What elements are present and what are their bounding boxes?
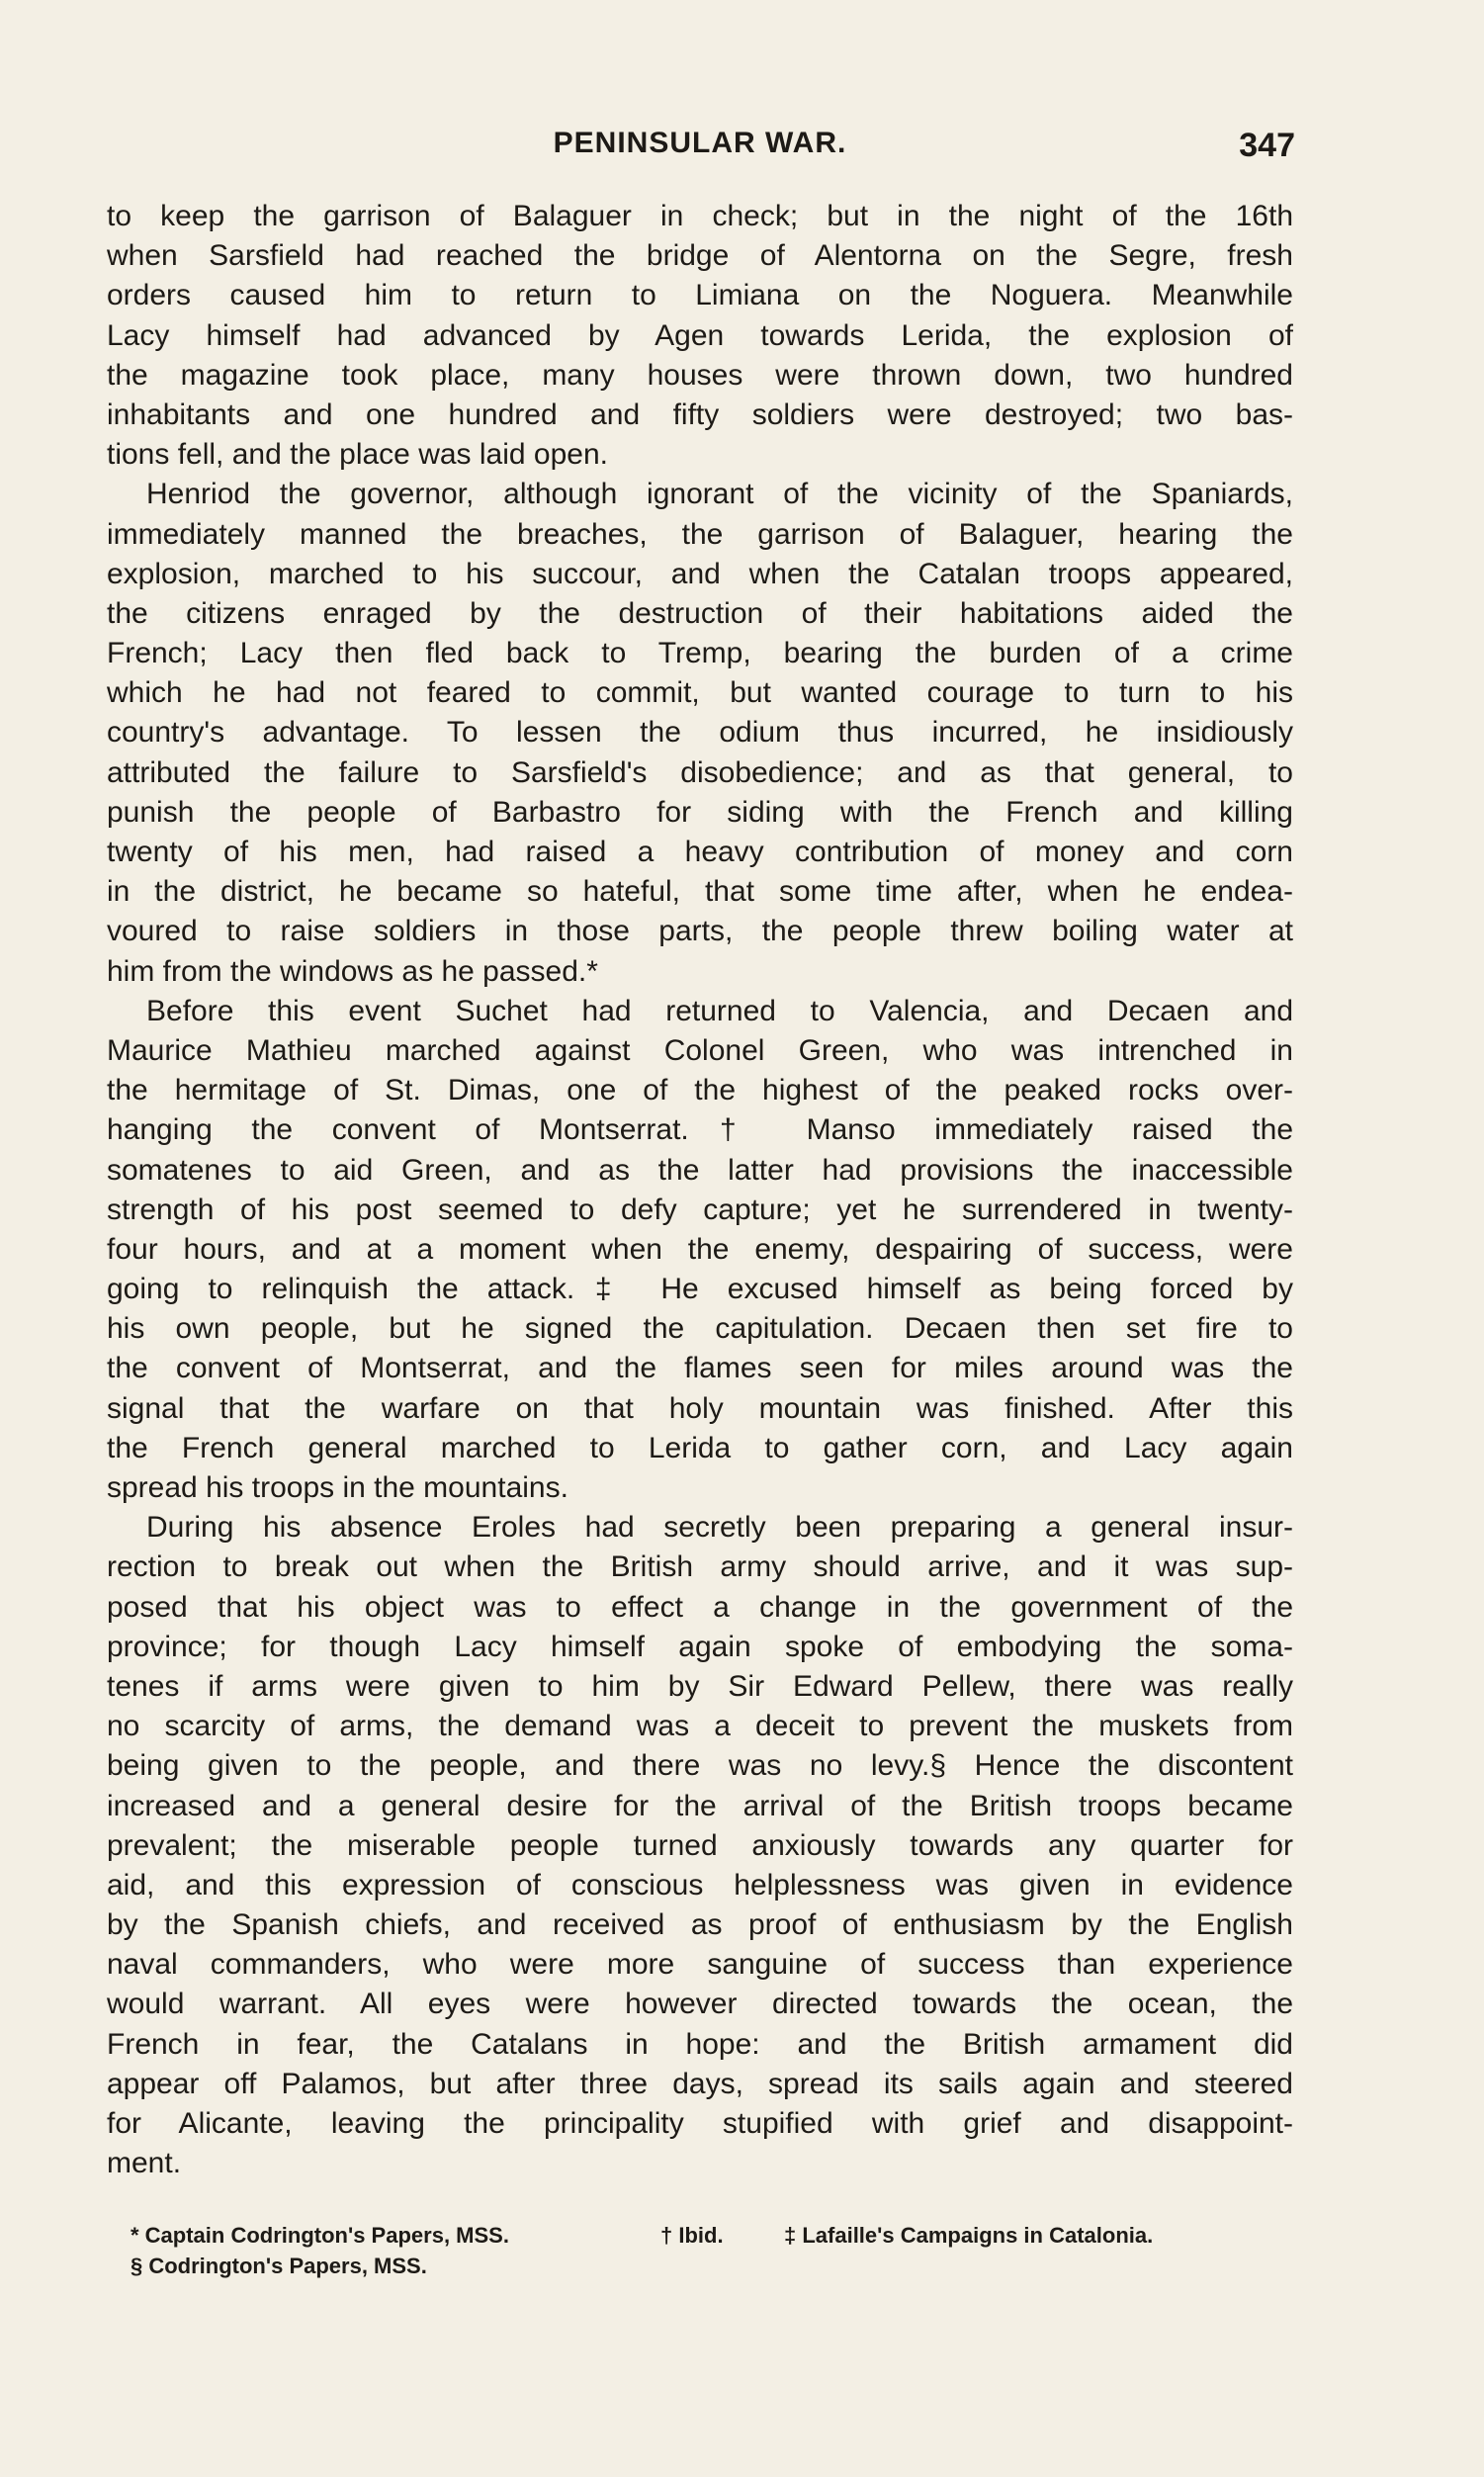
text-line: ment. <box>107 2147 182 2180</box>
footnote: ‡ Lafaille's Campaigns in Catalonia. <box>784 2223 1154 2248</box>
text-line: would warrant. All eyes were however directed towards the ocean, the <box>107 1988 1293 2021</box>
text-line: no scarcity of arms, the demand was a deceit to prevent the muskets from <box>107 1710 1293 1743</box>
text-line: hanging the convent of Montserrat.† Manso immediately raised the <box>107 1113 1293 1147</box>
text-line: French in fear, the Catalans in hope: and the British armament did <box>107 2027 1293 2061</box>
text-line: somatenes to aid Green, and as the latter had provisions the inaccessible <box>107 1153 1293 1187</box>
text-line: going to relinquish the attack.‡ He excused himself as being forced by <box>107 1273 1293 1306</box>
text-line: French; Lacy then fled back to Tremp, bearing the burden of a crime <box>107 637 1293 670</box>
paragraph-start-line: Henriod the governor, although ignorant of the vicinity of the Spaniards, <box>146 478 1293 511</box>
page-header <box>107 127 1293 176</box>
text-line: when Sarsfield had reached the bridge of Alentorna on the Segre, fresh <box>107 239 1293 273</box>
text-line: his own people, but he signed the capitulation. Decaen then set fire to <box>107 1312 1293 1346</box>
footnote: * Captain Codrington's Papers, MSS. <box>131 2223 509 2248</box>
text-line: for Alicante, leaving the principality stupified with grief and disappoint- <box>107 2107 1293 2140</box>
text-line: aid, and this expression of conscious helplessness was given in evidence <box>107 1868 1293 1902</box>
text-line: signal that the warfare on that holy mountain was finished. After this <box>107 1391 1293 1425</box>
text-line: the French general marched to Lerida to gather corn, and Lacy again <box>107 1431 1293 1464</box>
text-line: the magazine took place, many houses were thrown down, two hundred <box>107 358 1293 392</box>
text-line: increased and a general desire for the arrival of the British troops became <box>107 1789 1293 1822</box>
text-line: country's advantage. To lessen the odium thus incurred, he insidiously <box>107 716 1293 750</box>
text-line: to keep the garrison of Balaguer in check; but in the night of the 16th <box>107 200 1293 232</box>
text-line: spread his troops in the mountains. <box>107 1471 568 1504</box>
text-line: the hermitage of St. Dimas, one of the highest of the peaked rocks over- <box>107 1074 1293 1107</box>
paragraph-start-line: Before this event Suchet had returned to Valencia, and Decaen and <box>146 994 1293 1027</box>
text-line: which he had not feared to commit, but wanted courage to turn to his <box>107 676 1293 710</box>
paragraph-start-line: During his absence Eroles had secretly been preparing a general insur- <box>146 1511 1293 1545</box>
text-line: Maurice Mathieu marched against Colonel Green, who was intrenched in <box>107 1033 1293 1067</box>
text-line: immediately manned the breaches, the garrison of Balaguer, hearing the <box>107 517 1293 551</box>
footnote: § Codrington's Papers, MSS. <box>131 2254 427 2278</box>
footnote-row <box>107 2220 1293 2251</box>
text-line: four hours, and at a moment when the enemy, despairing of success, were <box>107 1232 1293 1266</box>
text-line: tenes if arms were given to him by Sir Edward Pellew, there was really <box>107 1669 1293 1703</box>
text-line: explosion, marched to his succour, and when the Catalan troops appeared, <box>107 557 1293 590</box>
text-line: naval commanders, who were more sanguine of success than experience <box>107 1948 1293 1982</box>
text-line: in the district, he became so hateful, that some time after, when he endea- <box>107 875 1293 909</box>
text-line: attributed the failure to Sarsfield's disobedience; and as that general, to <box>107 755 1293 789</box>
text-line: appear off Palamos, but after three days, spread its sails again and steered <box>107 2067 1293 2100</box>
text-line: rection to break out when the British army should arrive, and it was sup- <box>107 1550 1293 1584</box>
page-number: 347 <box>1239 127 1295 164</box>
body-text <box>107 197 1293 2183</box>
text-line: punish the people of Barbastro for siding with the French and killing <box>107 795 1293 829</box>
text-line: strength of his post seemed to defy capture; yet he surrendered in twenty- <box>107 1193 1293 1226</box>
text-line: prevalent; the miserable people turned anxiously towards any quarter for <box>107 1828 1293 1862</box>
footnotes <box>107 2220 1293 2281</box>
running-title: PENINSULAR WAR. <box>553 127 847 159</box>
text-line: being given to the people, and there was no levy.§ Hence the discontent <box>107 1749 1293 1783</box>
text-line: posed that his object was to effect a change in the government of the <box>107 1590 1293 1624</box>
text-line: the convent of Montserrat, and the flames seen for miles around was the <box>107 1352 1293 1385</box>
text-line: province; for though Lacy himself again spoke of embodying the soma- <box>107 1630 1293 1663</box>
text-line: inhabitants and one hundred and fifty soldiers were destroyed; two bas- <box>107 398 1293 431</box>
footnote: † Ibid. <box>660 2223 724 2248</box>
text-line: the citizens enraged by the destruction of their habitations aided the <box>107 596 1293 630</box>
text-line: Lacy himself had advanced by Agen towards Lerida, the explosion of <box>107 318 1293 352</box>
text-line: by the Spanish chiefs, and received as proof of enthusiasm by the English <box>107 1908 1293 1942</box>
text-line: voured to raise soldiers in those parts, the people threw boiling water at <box>107 915 1293 948</box>
text-line: tions fell, and the place was laid open. <box>107 438 608 472</box>
text-line: him from the windows as he passed.* <box>107 954 598 988</box>
footnote-row <box>107 2251 1293 2281</box>
text-line: twenty of his men, had raised a heavy contribution of money and corn <box>107 836 1293 868</box>
text-line: orders caused him to return to Limiana on the Noguera. Meanwhile <box>107 279 1293 312</box>
